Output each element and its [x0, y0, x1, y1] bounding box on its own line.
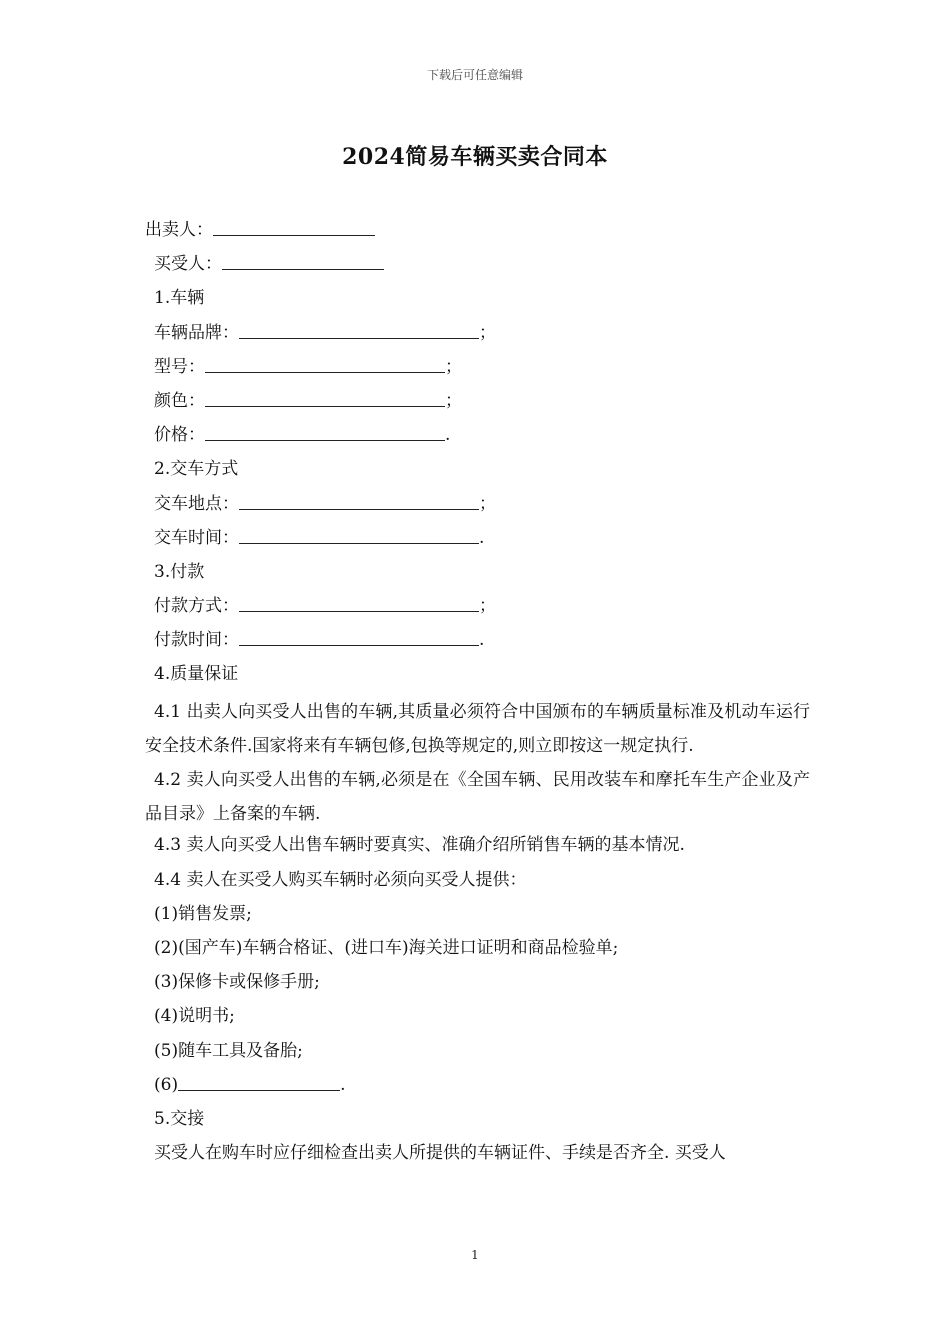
delivery-place-end: ；	[479, 493, 496, 514]
list-item: (1)销售发票;	[154, 903, 252, 924]
seller-line	[145, 216, 810, 250]
section-2-heading: 2.交车方式	[154, 459, 239, 480]
page-number: 1	[471, 1248, 479, 1262]
price-line	[145, 421, 810, 455]
brand-label: 车辆品牌：	[154, 322, 239, 343]
brand-blank	[239, 321, 479, 339]
brand-end: ；	[479, 322, 496, 343]
list-item-6	[145, 1071, 810, 1105]
buyer-blank	[222, 252, 384, 270]
seller-blank	[213, 218, 375, 236]
handover-paragraph: 买受人在购车时应仔细检查出卖人所提供的车辆证件、手续是否齐全. 买受人	[154, 1143, 726, 1164]
payment-method-blank	[239, 594, 479, 612]
section-3-heading: 3.付款	[154, 561, 205, 582]
brand-line	[145, 319, 810, 353]
color-blank	[205, 389, 445, 407]
list-item-6-end: .	[340, 1074, 346, 1095]
section-1-heading: 1.车辆	[154, 288, 205, 309]
price-blank	[205, 423, 445, 441]
model-label: 型号：	[154, 356, 205, 377]
color-line	[145, 387, 810, 421]
clause-4-4: 4.4 卖人在买受人购买车辆时必须向买受人提供：	[154, 869, 527, 890]
payment-time-label: 付款时间：	[154, 630, 239, 651]
color-label: 颜色：	[154, 390, 205, 411]
document-title: 2024简易车辆买卖合同本	[342, 144, 608, 170]
payment-time-line	[145, 626, 810, 660]
delivery-time-label: 交车时间：	[154, 527, 239, 548]
page-header: 下载后可任意编辑	[426, 68, 523, 82]
section-5-heading: 5.交接	[154, 1108, 205, 1129]
list-item: (2)(国产车)车辆合格证、(进口车)海关进口证明和商品检验单;	[154, 938, 619, 958]
delivery-place-blank	[239, 492, 479, 510]
delivery-time-blank	[239, 526, 479, 544]
price-label: 价格：	[154, 425, 205, 446]
color-end: ；	[445, 390, 462, 411]
model-line	[145, 353, 810, 387]
buyer-label: 买受人：	[154, 254, 222, 275]
delivery-time-line	[145, 524, 810, 558]
buyer-line	[145, 250, 810, 284]
list-item-6-label: (6)	[154, 1074, 179, 1095]
contract-body	[145, 216, 810, 1173]
list-item-6-blank	[178, 1073, 340, 1091]
section-4-heading: 4.质量保证	[154, 664, 239, 685]
payment-time-end: .	[479, 630, 485, 651]
seller-label: 出卖人：	[145, 220, 213, 240]
payment-method-line	[145, 592, 810, 626]
clause-4-3: 4.3 卖人向买受人出售车辆时要真实、准确介绍所销售车辆的基本情况.	[154, 835, 685, 856]
payment-time-blank	[239, 628, 479, 646]
list-item: (4)说明书;	[154, 1006, 235, 1027]
payment-method-end: ；	[479, 596, 496, 617]
list-item: (5)随车工具及备胎;	[154, 1040, 303, 1061]
clause-4-1: 4.1 出卖人向买受人出售的车辆,其质量必须符合中国颁布的车辆质量标准及机动车运行安全技术条件.国家将来有车辆包修,包换等规定的,则立即按这一规定执行.	[145, 701, 810, 756]
price-end: .	[445, 425, 451, 446]
delivery-place-line	[145, 490, 810, 524]
model-end: ；	[445, 356, 462, 377]
delivery-place-label: 交车地点：	[154, 493, 239, 514]
list-item: (3)保修卡或保修手册;	[154, 972, 320, 993]
clause-4-2: 4.2 卖人向买受人出售的车辆,必须是在《全国车辆、民用改装车和摩托车生产企业及产品目录》上备案的车辆.	[145, 770, 810, 825]
delivery-time-end: .	[479, 527, 485, 548]
payment-method-label: 付款方式：	[154, 596, 239, 617]
model-blank	[205, 355, 445, 373]
